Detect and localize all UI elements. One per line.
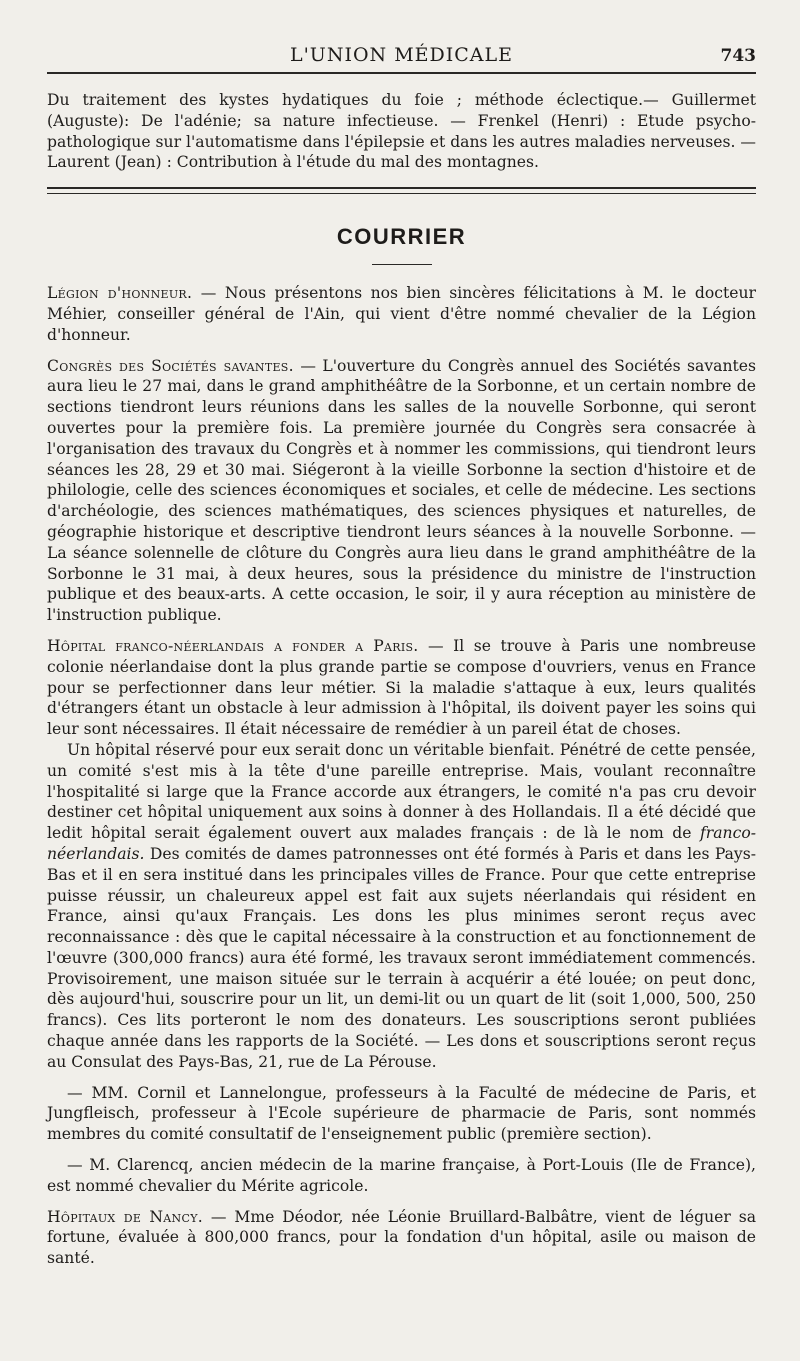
title-underline [372,264,432,265]
paragraph-lead: Hôpital franco-néerlandais a fonder a Paris. [47,636,419,655]
paragraph-text: — Il se trouve à Paris une nombreuse colonie néerlandaise dont la plus grande partie se compose d'ouvriers, venus en France pour se perfectionner dans leur métier. Si la maladie s'attaque à eux, leurs qualités d'étrangers étant un obstacle à leur admission à l'hôpital, ils doivent payer les soins qui leur sont nécessaires. Il était nécessaire de remédier à un pareil état de choses. [47,636,756,739]
section-title: COURRIER [336,224,467,250]
running-header [47,36,756,74]
paragraph-text: — MM. Cornil et Lannelongue, professeurs à la Faculté de médecine de Paris, et Jungfleisch, professeur à l'Ecole supérieure de pharmacie de Paris, sont nommés membres du comité consultatif de l'enseignement public (première section). [47,1083,756,1144]
paragraph-merite-agricole [47,1155,756,1197]
page-number: 743 [720,46,756,66]
paragraph-comite-consultatif [47,1083,756,1145]
journal-title: L'UNION MÉDICALE [289,44,514,66]
paragraph-lead: Légion d'honneur. [47,284,193,303]
section-divider [47,187,756,194]
paragraph-text: — Nous présentons nos bien sincères félicitations à M. le docteur Méhier, conseiller général de l'Ain, qui vient d'être nommé chevalier de la Légion d'honneur. [47,284,756,344]
paragraph-lead: Hôpitaux de Nancy. [47,1207,204,1226]
paragraph-hopital [47,636,756,740]
paragraph-congres [47,356,756,626]
thesis-list-paragraph: Du traitement des kystes hydatiques du foie ; méthode éclectique.— Guillermet (Auguste): De l'adénie; sa nature infectieuse. — Frenkel (Henri) : Etude psycho-pathologique sur l'automatisme dans l'épilepsie et dans les autres maladies nerveuses. — Laurent (Jean) : Contribution à l'étude du mal des montagnes. [47,91,756,172]
paragraph-text: — Mme Déodor, née Léonie Bruillard-Balbâtre, vient de léguer sa fortune, évaluée à 800,000 francs, pour la fondation d'un hôpital, asile ou maison de santé. [47,1207,756,1268]
paragraph-text: Un hôpital réservé pour eux serait donc un véritable bienfait. Pénétré de cette pensée, un comité s'est mis à la tête d'une pareille entreprise. Mais, voulant reconnaître l'hospitalité si large que la France accorde aux étrangers, le comité n'a pas cru devoir destiner cet hôpital uniquement aux soins à donner à des Hollandais. Il a été décidé que ledit hôpital serait également ouvert aux malades français : de là le nom de [47,740,756,843]
paragraph-hopitaux-nancy [47,1207,756,1269]
paragraph-lead: Congrès des Sociétés savantes. [47,356,294,375]
paragraph-text: — L'ouverture du Congrès annuel des Sociétés savantes aura lieu le 27 mai, dans le grand amphithéâtre de la Sorbonne, et un certain nombre de sections tiendront leurs réunions dans les salles de la nouvelle Sorbonne, qui seront ouvertes pour la première fois. La première journée du Congrès sera consacrée à l'organisation des travaux du Congrès et à nommer les commissions, qui tiendront leurs séances les 28, 29 et 30 mai. Siégeront à la vieille Sorbonne la section d'histoire et de philologie, celle des sciences économiques et sociales, et celle de médecine. Les sections d'archéologie, des sciences mathématiques, des sciences physiques et naturelles, de géographie historique et descriptive tiendront leurs séances à la nouvelle Sorbonne. — La séance solennelle de clôture du Congrès aura lieu dans le grand amphithéâtre de la Sorbonne le 31 mai, à deux heures, sous la présidence du ministre de l'instruction publique et des beaux-arts. A cette occasion, le soir, il y aura réception au ministère de l'instruction publique. [47,356,756,625]
paragraph-text: — M. Clarencq, ancien médecin de la marine française, à Port-Louis (Ile de France), est nommé chevalier du Mérite agricole. [47,1156,756,1195]
paragraph-italic: franco-néerlandais. [47,824,756,863]
paragraph-legion-honneur [47,283,756,345]
paragraph-text-continued: Des comités de dames patronnesses ont été formés à Paris et dans les Pays-Bas et il en sera institué dans les principales villes de France. Pour que cette entreprise puisse réussir, un chaleureux appel est fait aux sujets néerlandais qui résident en France, ainsi qu'aux Français. Les dons les plus minimes seront reçus avec reconnaissance : dès que le capital nécessaire à la construction et au fonctionnement de l'œuvre (300,000 francs) aura été formé, les travaux seront immédiatement commencés. Provisoirement, une maison située sur le terrain à acquérir a été louée; on peut donc, dès aujourd'hui, souscrire pour un lit, un demi-lit ou un quart de lit (soit 1,000, 500, 250 francs). Ces lits porteront le nom des donateurs. Les souscriptions seront publiées chaque année dans les rapports de la Société. — Les dons et souscriptions seront reçus au Consulat des Pays-Bas, 21, rue de La Pérouse. [47,844,756,1071]
paragraph-hopital-continued [47,740,756,1073]
